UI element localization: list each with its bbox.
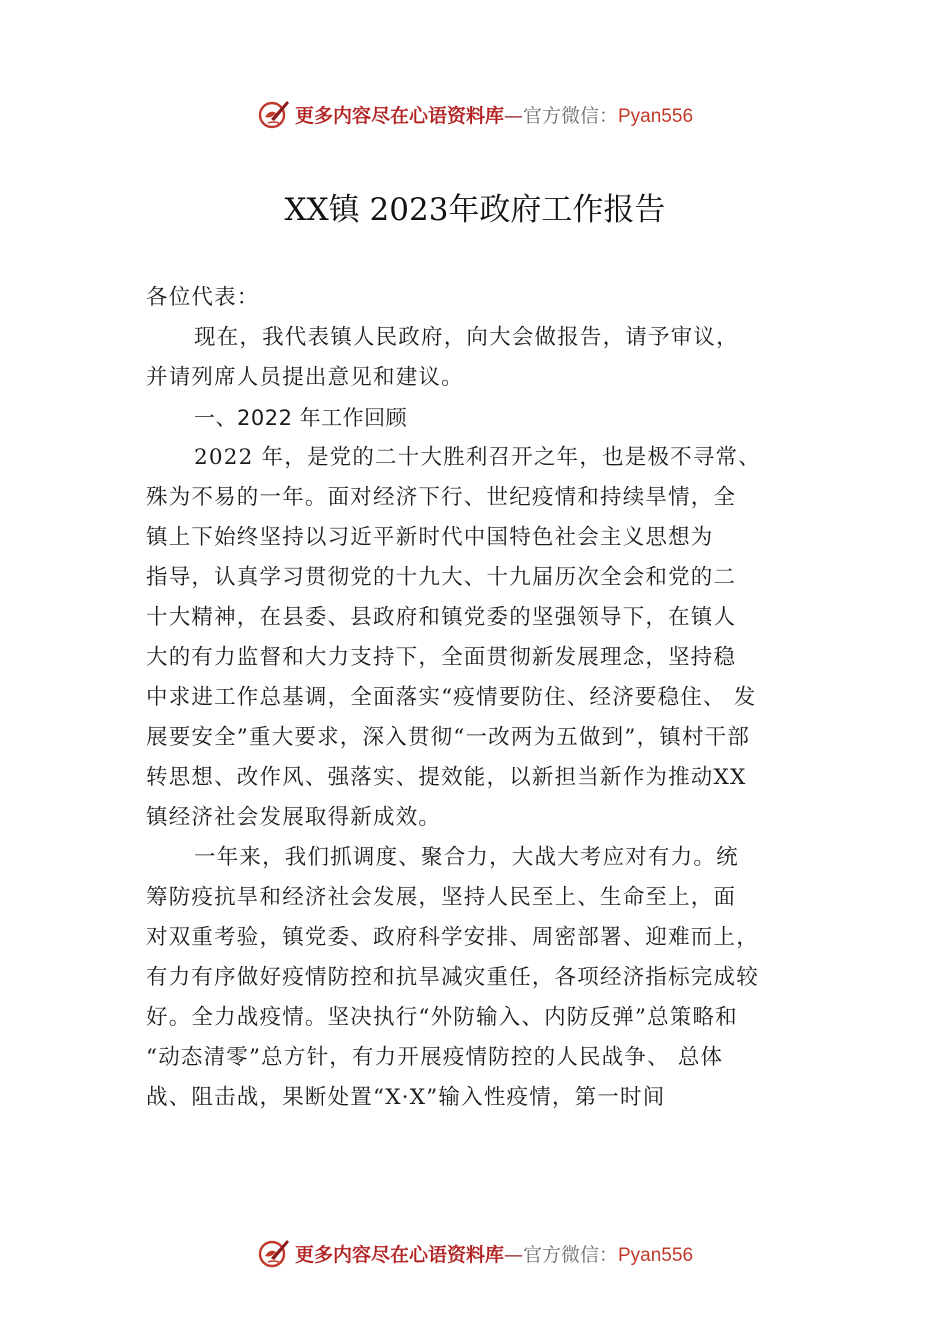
watermark-brand: 更多内容尽在心语资料库 xyxy=(294,104,504,127)
watermark-text xyxy=(295,101,693,128)
paragraph-line: 战、阻击战，果断处置“X·X”输入性疫情，第一时间 xyxy=(146,1085,666,1110)
paragraph-line: 并请列席人员提出意见和建议。 xyxy=(146,365,464,390)
paragraph-line: 殊为不易的一年。面对经济下行、世纪疫情和持续旱情，全 xyxy=(146,485,737,510)
watermark-separator: — xyxy=(503,1243,523,1266)
section-heading: 一、2022 年工作回顾 xyxy=(194,406,408,430)
paragraph-line: 一年来，我们抓调度、聚合力，大战大考应对有力。统 xyxy=(194,845,739,870)
paragraph-line: 中求进工作总基调，全面落实“疫情要防住、经济要稳住、 发 xyxy=(146,685,757,710)
watermark-brand: 更多内容尽在心语资料库 xyxy=(294,1243,504,1266)
watermark-wechat-label: 官方微信： xyxy=(522,1243,618,1266)
paragraph-line: 现在，我代表镇人民政府，向大会做报告，请予审议， xyxy=(194,325,739,350)
watermark-wechat-id: Pyan556 xyxy=(618,1244,694,1266)
paragraph-line: 镇上下始终坚持以习近平新时代中国特色社会主义思想为 xyxy=(146,525,714,550)
paragraph-line: 筹防疫抗旱和经济社会发展，坚持人民至上、生命至上，面 xyxy=(146,885,737,910)
watermark-text xyxy=(295,1240,693,1267)
watermark-wechat-id: Pyan556 xyxy=(618,105,694,127)
document-title: XX镇 2023年政府工作报告 xyxy=(284,192,666,228)
paragraph-line: 对双重考验，镇党委、政府科学安排、周密部署、迎难而上， xyxy=(146,925,759,950)
paragraph-line: 大的有力监督和大力支持下，全面贯彻新发展理念，坚持稳 xyxy=(146,645,737,670)
paragraph-line: 有力有序做好疫情防控和抗旱减灾重任，各项经济指标完成较 xyxy=(146,965,759,990)
paragraph-line: 2022 年，是党的二十大胜利召开之年，也是极不寻常、 xyxy=(194,445,761,470)
pen-logo-icon xyxy=(257,1236,291,1270)
salutation: 各位代表： xyxy=(146,285,260,310)
paragraph-line: 十大精神，在县委、县政府和镇党委的坚强领导下，在镇人 xyxy=(146,605,737,630)
document-body xyxy=(146,278,826,1118)
paragraph-line: 转思想、改作风、强落实、提效能，以新担当新作为推动XX xyxy=(146,765,747,790)
paragraph-line: 镇经济社会发展取得新成效。 xyxy=(146,805,442,830)
watermark-bottom xyxy=(0,1233,950,1273)
watermark-top xyxy=(0,94,950,134)
paragraph-line: 展要安全”重大要求，深入贯彻“一改两为五做到”，镇村干部 xyxy=(146,725,751,750)
watermark-separator: — xyxy=(503,104,523,127)
paragraph-line: 好。全力战疫情。坚决执行“外防输入、内防反弹”总策略和 xyxy=(146,1005,738,1030)
paragraph-line: “动态清零”总方针，有力开展疫情防控的人民战争、 总体 xyxy=(146,1045,724,1070)
watermark-wechat-label: 官方微信： xyxy=(522,104,618,127)
pen-logo-icon xyxy=(257,97,291,131)
paragraph-line: 指导，认真学习贯彻党的十九大、十九届历次全会和党的二 xyxy=(146,565,737,590)
